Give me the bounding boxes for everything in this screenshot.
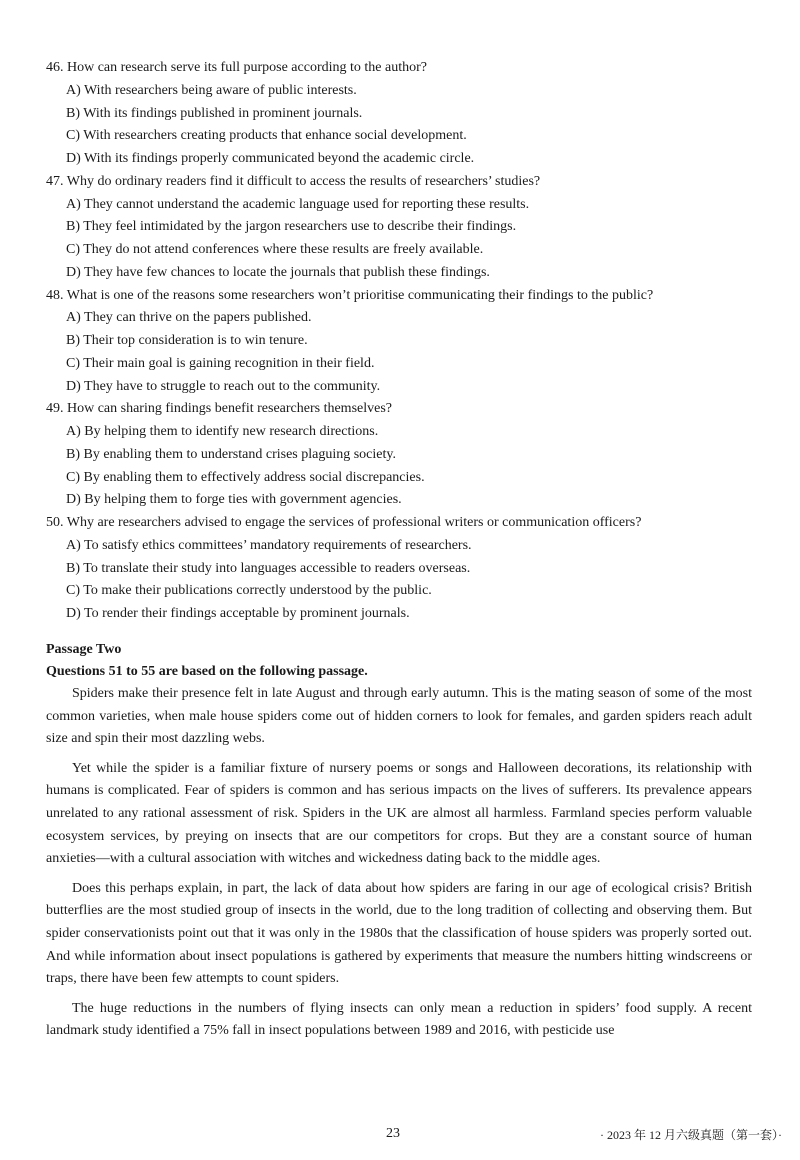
passage-paragraph-2: Yet while the spider is a familiar fixture of nursery poems or songs and Halloween decorations, its relationship with humans is complicated. Fear of spiders is common and has serious impacts on the lives of sufferers. Its prevalence appears unrelated to any rational assessment of risk. Spiders in the UK are almost all harmless. Farmland species perform valuable ecosystem services, by preying on insects that are our competitors for crops. But they are a constant source of human anxieties—with a cultural association with witches and wickedness dating back to the middle ages. [46,760,752,867]
question-48-option-c: C) Their main goal is gaining recognition in their field. [66,356,375,371]
question-50-option-c: C) To make their publications correctly understood by the public. [66,583,432,598]
passage-heading: Passage Two [46,642,122,657]
question-46: 46. How can research serve its full purpose according to the author? [46,60,427,75]
page-number: 23 [386,1126,400,1141]
question-49-option-d: D) By helping them to forge ties with government agencies. [66,492,402,507]
question-50-option-d: D) To render their findings acceptable by prominent journals. [66,606,410,621]
question-49-option-c: C) By enabling them to effectively address social discrepancies. [66,470,425,485]
question-48: 48. What is one of the reasons some researchers won’t prioritise communicating their findings to the public? [46,288,654,303]
question-48-option-b: B) Their top consideration is to win tenure. [66,333,308,348]
question-50-option-b: B) To translate their study into languages accessible to readers overseas. [66,561,471,576]
question-47: 47. Why do ordinary readers find it difficult to access the results of researchers’ studies? [46,174,541,189]
question-46-option-b: B) With its findings published in prominent journals. [66,106,363,121]
question-50-option-a: A) To satisfy ethics committees’ mandatory requirements of researchers. [66,538,472,553]
question-48-option-d: D) They have to struggle to reach out to the community. [66,379,381,394]
question-48-option-a: A) They can thrive on the papers published. [66,310,312,325]
question-49-option-a: A) By helping them to identify new research directions. [66,424,379,439]
question-47-option-c: C) They do not attend conferences where these results are freely available. [66,242,484,257]
passage-paragraph-4: The huge reductions in the numbers of flying insects can only mean a reduction in spiders’ food supply. A recent landmark study identified a 75% fall in insect populations between 1989 and 2016, with pesticide use [46,1000,752,1039]
passage-paragraph-3: Does this perhaps explain, in part, the lack of data about how spiders are faring in our age of ecological crisis? British butterflies are the most studied group of insects in the world, due to the long tradition of collecting and observing them. But spider conservationists point out that it was only in the 1980s that the classification of house spiders was properly sorted out. And while information about insect populations is gathered by experiments that measure the numbers hitting windscreens or traps, there have been few attempts to count spiders. [46,880,752,987]
question-49: 49. How can sharing findings benefit researchers themselves? [46,401,392,416]
exam-source-label: · 2023 年 12 月六级真题（第一套）· [600,1128,782,1142]
passage-body [46,683,752,1050]
question-46-option-c: C) With researchers creating products that enhance social development. [66,128,467,143]
question-46-option-a: A) With researchers being aware of public interests. [66,83,357,98]
passage-paragraph-1: Spiders make their presence felt in late August and through early autumn. This is the mating season of some of the most common varieties, when male house spiders come out of hidden corners to look for females, and garden spiders reach adult size and spin their most dazzling webs. [46,686,752,747]
question-47-option-a: A) They cannot understand the academic language used for reporting these results. [66,197,530,212]
passage-instruction: Questions 51 to 55 are based on the following passage. [46,664,368,679]
question-49-option-b: B) By enabling them to understand crises plaguing society. [66,447,396,462]
question-46-option-d: D) With its findings properly communicated beyond the academic circle. [66,151,475,166]
question-47-option-b: B) They feel intimidated by the jargon researchers use to describe their findings. [66,219,517,234]
question-50: 50. Why are researchers advised to engage the services of professional writers or communication officers? [46,515,642,530]
question-47-option-d: D) They have few chances to locate the journals that publish these findings. [66,265,490,280]
